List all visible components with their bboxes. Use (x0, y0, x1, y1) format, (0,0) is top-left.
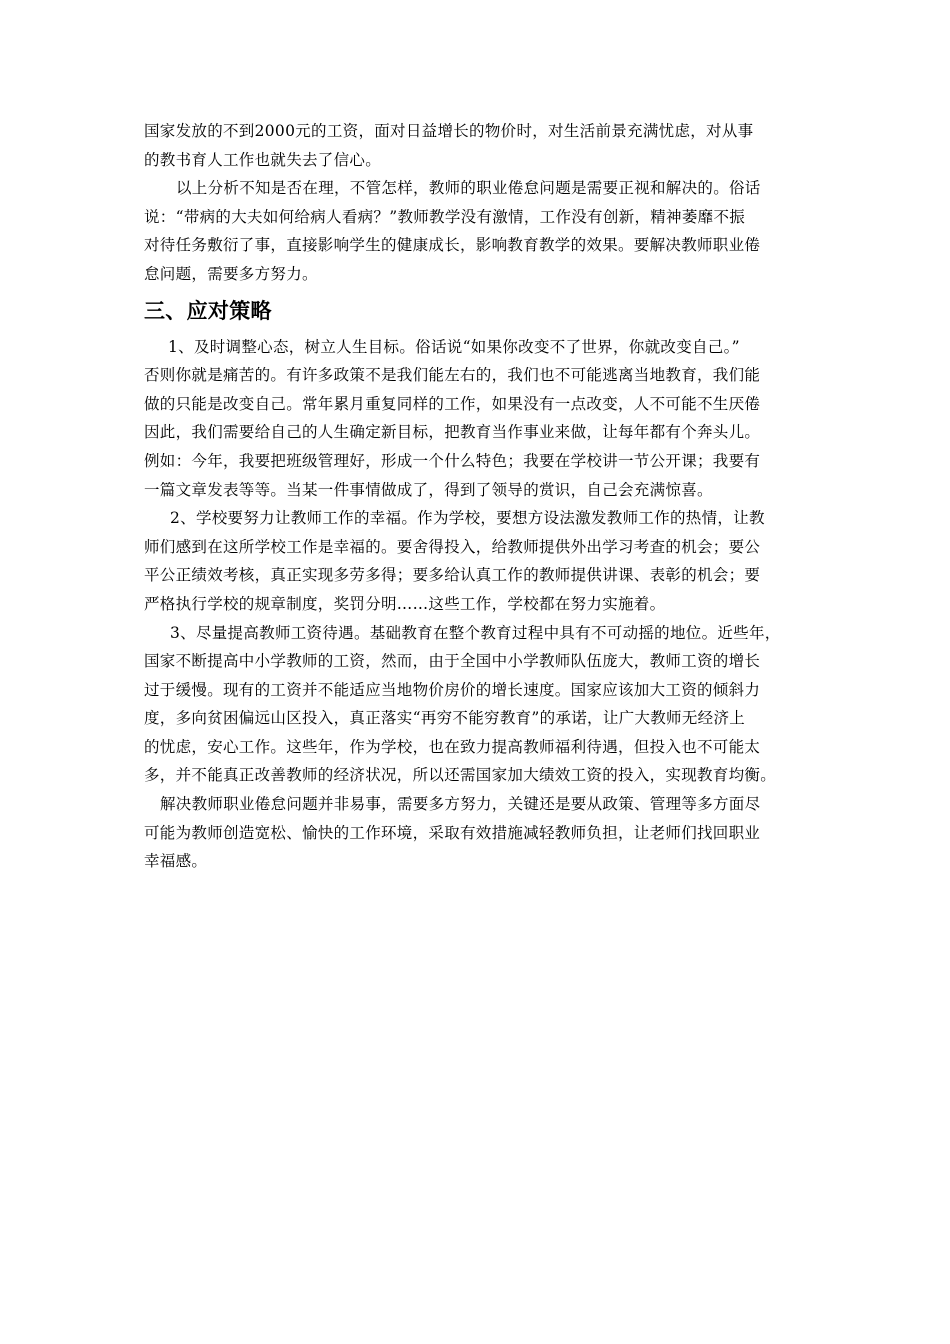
text-line: 国家发放的不到2000元的工资，面对日益增长的物价时，对生活前景充满忧虑，对从事 (144, 122, 754, 140)
text-line: 说：“带病的大夫如何给病人看病？”教师教学没有激情，工作没有创新，精神萎靡不振 (144, 207, 746, 226)
section-heading: 三、应对策略 (144, 298, 272, 323)
paragraph-salary-worry (144, 117, 812, 174)
text-line: 3、尽量提高教师工资待遇。基础教育在整个教育过程中具有不可动摇的地位。近些年， (170, 623, 781, 642)
text-line: 以上分析不知是否在理，不管怎样，教师的职业倦怠问题是需要正视和解决的。俗话 (176, 179, 761, 198)
text-line: 做的只能是改变自己。常年累月重复同样的工作，如果没有一点改变，人不可能不生厌倦 (144, 394, 761, 413)
text-line: 解决教师职业倦怠问题并非易事，需要多方努力，关键还是要从政策、管理等多方面尽 (160, 795, 761, 814)
paragraph-conclusion (144, 790, 812, 876)
text-line: 因此，我们需要给自己的人生确定新目标，把教育当作事业来做，让每年都有个奔头儿。 (144, 423, 761, 442)
text-line: 过于缓慢。现有的工资并不能适应当地物价房价的增长速度。国家应该加大工资的倾斜力 (144, 680, 761, 699)
text-line: 一篇文章发表等等。当某一件事情做成了，得到了领导的赏识，自己会充满惊喜。 (144, 480, 713, 499)
paragraph-strategy-3 (144, 619, 812, 791)
text-line: 1、及时调整心态，树立人生目标。俗话说“如果你改变不了世界，你就改变自己。” (168, 337, 740, 356)
text-line: 2、学校要努力让教师工作的幸福。作为学校，要想方设法激发教师工作的热情，让教 (170, 509, 765, 528)
text-line: 怠问题，需要多方努力。 (144, 264, 318, 283)
text-line: 严格执行学校的规章制度，奖罚分明……这些工作，学校都在努力实施着。 (144, 594, 666, 613)
text-line: 度，多向贫困偏远山区投入，真正落实“再穷不能穷教育”的承诺，让广大教师无经济上 (144, 709, 746, 728)
paragraph-strategy-1 (144, 333, 812, 505)
text-line: 例如：今年，我要把班级管理好，形成一个什么特色；我要在学校讲一节公开课；我要有 (144, 451, 761, 470)
text-line: 平公正绩效考核，真正实现多劳多得；要多给认真工作的教师提供讲课、表彰的机会；要 (144, 566, 761, 585)
text-line: 否则你就是痛苦的。有许多政策不是我们能左右的，我们也不可能逃离当地教育，我们能 (144, 366, 761, 385)
text-line: 国家不断提高中小学教师的工资，然而，由于全国中小学教师队伍庞大，教师工资的增长 (144, 652, 761, 671)
text-line: 的忧虑，安心工作。这些年，作为学校，也在致力提高教师福利待遇，但投入也不可能太 (144, 737, 761, 756)
text-line: 多，并不能真正改善教师的经济状况，所以还需国家加大绩效工资的投入，实现教育均衡。 (144, 766, 777, 785)
paragraph-strategy-2 (144, 504, 812, 618)
text-line: 幸福感。 (144, 852, 208, 871)
paragraph-analysis-summary (144, 174, 812, 288)
text-line: 可能为教师创造宽松、愉快的工作环境，采取有效措施减轻教师负担，让老师们找回职业 (144, 823, 761, 842)
text-line: 对待任务敷衍了事，直接影响学生的健康成长，影响教育教学的效果。要解决教师职业倦 (144, 236, 761, 255)
text-line: 师们感到在这所学校工作是幸福的。要舍得投入，给教师提供外出学习考查的机会；要公 (144, 537, 761, 556)
text-line: 的教书育人工作也就失去了信心。 (144, 150, 382, 169)
document-page (144, 117, 812, 876)
